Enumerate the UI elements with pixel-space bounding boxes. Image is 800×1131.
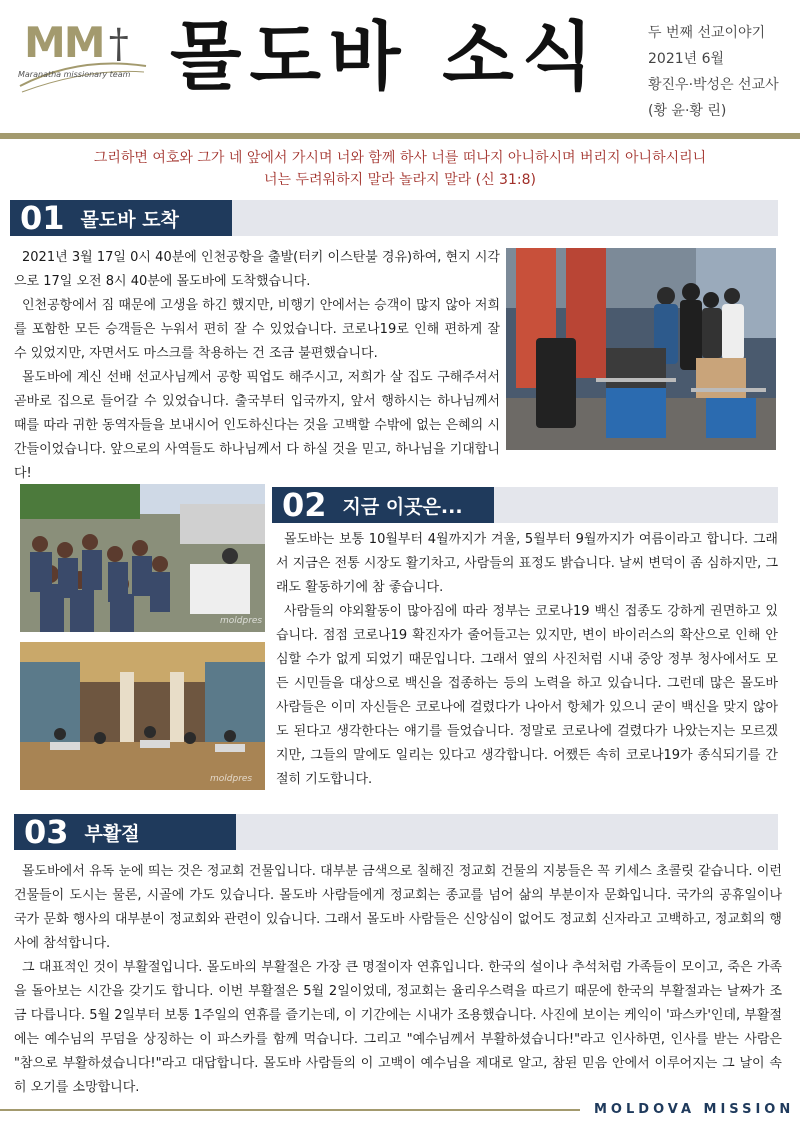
- logo-letters: MM: [24, 18, 104, 67]
- issue-series: 두 번째 선교이야기: [648, 25, 766, 41]
- section-1-paragraph: 몰도바에 계신 선배 선교사님께서 공항 픽업도 해주시고, 저희가 살 집도 구해주셔서 곧바로 집으로 들어갈 수 있었습니다. 출국부터 입국까지, 앞서 행하시는 하나님께서 때를 따라 귀한 동역자들을 보내시어 인도하신다는 것을 고백할 수밖에 없는 은혜의 시간들이었습니다. 앞으로의 사역들도 하나님께서 다 하실 것을 믿고, 하나님을 기대합니다!: [14, 370, 500, 481]
- section-2-title: 지금 이곳은...: [342, 495, 463, 518]
- logo: [18, 18, 148, 113]
- verse-line-2: 너는 두려워하지 말라 놀라지 말라 (신 31:8): [264, 172, 536, 188]
- photo-watermark: moldpres: [220, 616, 263, 626]
- bible-verse: [0, 147, 800, 191]
- footer-label: MOLDOVA MISSION: [594, 1102, 795, 1117]
- section-1-paragraph: 인천공항에서 짐 때문에 고생을 하긴 했지만, 비행기 안에서는 승객이 많지 않아 저희를 포함한 모든 승객들은 누워서 편히 잘 수 있었습니다. 코로나19로 인해 편하게 잘 수 있었지만, 자면서도 마스크를 착용하는 건 조금 불편했습니다.: [14, 298, 500, 361]
- airport-photo: [506, 248, 776, 450]
- section-1-body: [14, 246, 500, 486]
- section-3-number: 03: [24, 813, 69, 851]
- section-2-number: 02: [282, 486, 327, 524]
- section-3-paragraph: 그 대표적인 것이 부활절입니다. 몰도바의 부활절은 가장 큰 명절이자 연휴입니다. 한국의 설이나 추석처럼 가족들이 모이고, 죽은 가족을 돌아보는 시간을 갖기도 합니다. 이번 부활절은 5월 2일이었데, 정교회는 율리우스력을 따르기 때문에 한국의 부활절과는 날짜가 조금 다릅니다. 5월 2일부터 보통 1주일의 연휴를 즐기는데, 이 기간에는 시내가 조용했습니다. 사진에 보이는 케익이 '파스카'인데, 부활절에는 예수님의 무덤을 상징하는 이 파스카를 함께 먹습니다. 그리고 "예수님께서 부활하셨습니다!"라고 인사하면, 인사를 받는 사람은 "참으로 부활하셨습니다!"라고 대답합니다. 몰도바 사람들의 이 고백이 예수님을 제대로 알고, 참된 믿음 안에서 이루어지는 그 날이 속히 오기를 소망합니다.: [14, 960, 782, 1095]
- section-1-paragraph: 2021년 3월 17일 0시 40분에 인천공항을 출발(터키 이스탄불 경유)하여, 현지 시각으로 17일 오전 8시 40분에 몰도바에 도착했습니다.: [14, 250, 500, 289]
- section-3-heading: [14, 814, 236, 850]
- section-3-paragraph: 몰도바에서 유독 눈에 띄는 것은 정교회 건물입니다. 대부분 금색으로 칠해진 정교회 건물의 지붕들은 꼭 키세스 초콜릿 같습니다. 이런 건물들이 도시는 물론, 시골에 가도 있습니다. 몰도바 사람들에게 정교회는 종교를 넘어 삶의 부분이자 문화입니다. 국가의 공휴일이나 국가 문화 행사의 대부분이 정교회와 관련이 있습니다. 그래서 몰도바 사람들은 신앙심이 없어도 정교회 신자라고 고백하고, 정교회의 행사에 참석합니다.: [14, 864, 782, 951]
- vaccination-hall-photo: [20, 642, 265, 790]
- issue-children: (황 윤·황 린): [648, 103, 727, 119]
- section-2-body: [276, 528, 778, 792]
- section-2-heading: [272, 487, 494, 523]
- issue-date: 2021년 6월: [648, 51, 725, 67]
- issue-meta: [648, 20, 779, 124]
- section-3-body: [14, 860, 782, 1100]
- logo-mark: [24, 18, 129, 67]
- section-2-paragraph: 몰도바는 보통 10월부터 4월까지가 겨울, 5월부터 9월까지가 여름이라고 합니다. 그래서 지금은 전통 시장도 활기차고, 사람들의 표정도 밝습니다. 날씨 변덕이 좀 심하지만, 그래도 활동하기에 참 좋습니다.: [276, 532, 778, 595]
- vaccination-photo: [20, 484, 265, 632]
- header-rule: [0, 133, 800, 139]
- verse-line-1: 그리하면 여호와 그가 네 앞에서 가시며 너와 함께 하사 너를 떠나지 아니하시며 버리지 아니하시리니: [93, 150, 707, 166]
- page-title: 몰도바 소식: [170, 14, 602, 100]
- section-1-number: 01: [20, 199, 65, 237]
- logo-cross-icon: †: [108, 21, 129, 67]
- footer-rule: [0, 1109, 580, 1111]
- photo-watermark: moldpres: [210, 774, 253, 784]
- section-1-heading: [10, 200, 232, 236]
- issue-authors: 황진우·박성은 선교사: [648, 77, 779, 93]
- section-1-title: 몰도바 도착: [80, 208, 179, 231]
- section-3-title: 부활절: [84, 822, 140, 845]
- logo-subtitle: Maranatha missionary team: [18, 70, 131, 79]
- section-2-paragraph: 사람들의 야외활동이 많아짐에 따라 정부는 코로나19 백신 접종도 강하게 권면하고 있습니다. 점점 코로나19 확진자가 줄어들고는 있지만, 변이 바이러스의 확산으로 인해 안심할 수가 없게 되었기 때문입니다. 그래서 옆의 사진처럼 시내 중앙 정부 청사에서도 모든 시민들을 대상으로 백신을 접종하는 등의 노력을 하고 있습니다. 그런데 많은 몰도바 사람들은 이미 자신들은 코로나에 걸렸다가 나아서 항체가 있으니 굳이 백신을 맞지 않아도 된다고 생각한다는 얘기를 들었습니다. 정말로 코로나에 걸렸다가 나았는지는 모르겠지만, 그들의 말에도 일리는 있다고 생각합니다. 어쨌든 속히 코로나19가 종식되기를 간절히 기도합니다.: [276, 604, 778, 787]
